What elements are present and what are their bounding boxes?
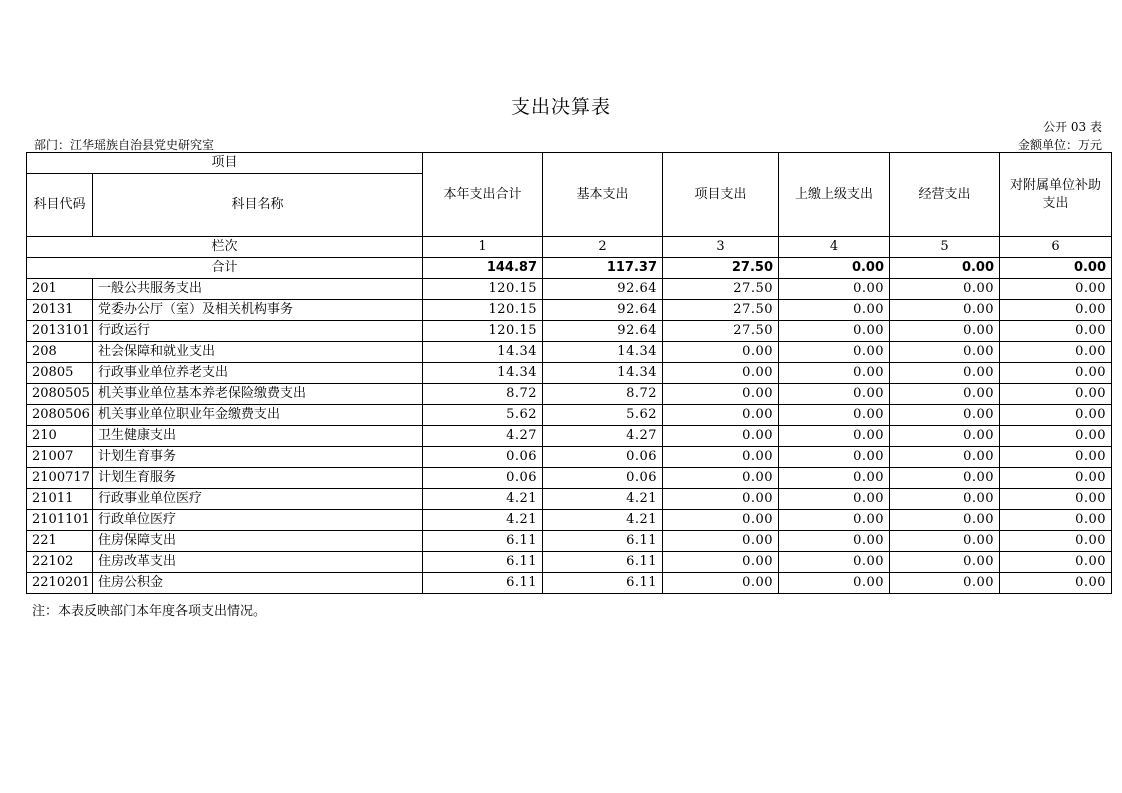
row-value: 27.50 [663,279,779,300]
row-value: 5.62 [543,405,663,426]
total-label: 合计 [27,258,423,279]
row-value: 8.72 [543,384,663,405]
row-value: 0.00 [779,573,890,594]
row-value: 0.00 [1000,279,1112,300]
row-value: 6.11 [423,531,543,552]
row-value: 0.00 [1000,468,1112,489]
row-value: 0.00 [779,489,890,510]
row-value: 6.11 [423,552,543,573]
header-code: 科目代码 [27,174,93,237]
header-name: 科目名称 [93,174,423,237]
row-value: 0.00 [890,489,1000,510]
row-value: 0.00 [779,531,890,552]
row-value: 0.00 [1000,405,1112,426]
row-value: 0.00 [890,300,1000,321]
row-code: 2080505 [27,384,93,405]
row-value: 92.64 [543,321,663,342]
table-row [27,531,1112,552]
form-number: 公开 03 表 [1043,120,1102,134]
row-code: 210 [27,426,93,447]
row-value: 4.27 [543,426,663,447]
row-value: 0.00 [890,384,1000,405]
column-number: 6 [1000,237,1112,258]
page-title: 支出决算表 [510,96,611,118]
row-name: 卫生健康支出 [93,426,423,447]
row-value: 0.00 [663,363,779,384]
table-row [27,552,1112,573]
row-value: 0.00 [779,321,890,342]
row-value: 0.00 [1000,384,1112,405]
total-value: 144.87 [423,258,543,279]
row-value: 0.06 [543,447,663,468]
table-row [27,510,1112,531]
row-value: 0.00 [890,426,1000,447]
row-code: 2101101 [27,510,93,531]
table-row [27,342,1112,363]
row-value: 0.06 [423,468,543,489]
row-value: 0.00 [1000,321,1112,342]
row-name: 机关事业单位基本养老保险缴费支出 [93,384,423,405]
row-value: 0.06 [423,447,543,468]
table-row [27,300,1112,321]
row-value: 6.11 [543,552,663,573]
row-value: 0.00 [779,363,890,384]
row-name: 一般公共服务支出 [93,279,423,300]
amount-unit-label: 金额单位：万元 [1017,138,1102,152]
row-code: 20131 [27,300,93,321]
row-value: 120.15 [423,279,543,300]
row-value: 0.00 [779,510,890,531]
table-row [27,363,1112,384]
row-code: 22102 [27,552,93,573]
row-value: 0.00 [663,405,779,426]
row-value: 0.00 [890,363,1000,384]
row-value: 0.00 [1000,426,1112,447]
header-col-1: 本年支出合计 [423,153,543,237]
row-value: 5.62 [423,405,543,426]
row-value: 4.21 [423,510,543,531]
row-value: 0.00 [1000,552,1112,573]
row-value: 0.00 [890,279,1000,300]
row-value: 0.00 [663,531,779,552]
column-number-row [27,237,1112,258]
row-name: 住房公积金 [93,573,423,594]
row-value: 0.00 [663,447,779,468]
row-name: 行政事业单位养老支出 [93,363,423,384]
total-row [27,258,1112,279]
row-value: 27.50 [663,300,779,321]
row-name: 计划生育事务 [93,447,423,468]
row-value: 0.00 [890,447,1000,468]
row-code: 2013101 [27,321,93,342]
row-code: 20805 [27,363,93,384]
row-value: 6.11 [543,573,663,594]
department-label: 部门：江华瑶族自治县党史研究室 [34,138,215,152]
row-value: 92.64 [543,279,663,300]
row-value: 0.00 [779,426,890,447]
row-value: 0.00 [779,447,890,468]
row-value: 14.34 [543,363,663,384]
row-code: 21011 [27,489,93,510]
row-value: 0.00 [779,342,890,363]
row-value: 0.06 [543,468,663,489]
table-row [27,489,1112,510]
table-row [27,573,1112,594]
row-name: 行政运行 [93,321,423,342]
table-row [27,426,1112,447]
total-value: 117.37 [543,258,663,279]
row-value: 0.00 [890,510,1000,531]
total-value: 27.50 [663,258,779,279]
row-value: 120.15 [423,321,543,342]
row-value: 120.15 [423,300,543,321]
row-value: 6.11 [543,531,663,552]
header-item: 项目 [27,153,423,174]
row-value: 4.21 [543,510,663,531]
row-value: 6.11 [423,573,543,594]
row-name: 党委办公厅（室）及相关机构事务 [93,300,423,321]
row-label: 栏次 [27,237,423,258]
column-number: 5 [890,237,1000,258]
row-value: 0.00 [779,384,890,405]
row-value: 0.00 [663,573,779,594]
row-value: 0.00 [779,279,890,300]
column-number: 1 [423,237,543,258]
row-value: 0.00 [890,405,1000,426]
row-value: 0.00 [890,321,1000,342]
row-value: 0.00 [1000,342,1112,363]
column-number: 3 [663,237,779,258]
header-col-4: 上缴上级支出 [779,153,890,237]
row-value: 0.00 [1000,363,1112,384]
table-row [27,321,1112,342]
row-value: 0.00 [1000,489,1112,510]
row-value: 4.21 [423,489,543,510]
row-value: 27.50 [663,321,779,342]
header-col-2: 基本支出 [543,153,663,237]
row-value: 0.00 [1000,510,1112,531]
row-value: 0.00 [1000,447,1112,468]
row-code: 2100717 [27,468,93,489]
row-value: 0.00 [890,573,1000,594]
row-name: 行政事业单位医疗 [93,489,423,510]
row-value: 0.00 [779,300,890,321]
row-value: 0.00 [779,405,890,426]
table-row [27,405,1112,426]
row-value: 14.34 [423,363,543,384]
row-value: 0.00 [663,468,779,489]
row-code: 2210201 [27,573,93,594]
total-value: 0.00 [779,258,890,279]
row-value: 0.00 [890,342,1000,363]
row-value: 0.00 [663,552,779,573]
row-value: 4.21 [543,489,663,510]
row-value: 0.00 [663,384,779,405]
column-number: 4 [779,237,890,258]
row-value: 0.00 [1000,300,1112,321]
table-row [27,468,1112,489]
row-value: 4.27 [423,426,543,447]
row-value: 0.00 [663,426,779,447]
row-name: 住房改革支出 [93,552,423,573]
row-name: 社会保障和就业支出 [93,342,423,363]
row-value: 0.00 [663,489,779,510]
header-col-3: 项目支出 [663,153,779,237]
header-row-1 [27,153,1112,174]
row-value: 0.00 [890,531,1000,552]
row-code: 201 [27,279,93,300]
row-value: 14.34 [543,342,663,363]
total-value: 0.00 [1000,258,1112,279]
row-value: 0.00 [779,552,890,573]
row-value: 0.00 [1000,531,1112,552]
row-value: 14.34 [423,342,543,363]
header-col-5: 经营支出 [890,153,1000,237]
table-row [27,279,1112,300]
row-name: 行政单位医疗 [93,510,423,531]
row-name: 机关事业单位职业年金缴费支出 [93,405,423,426]
header-col-6: 对附属单位补助支出 [1000,153,1112,237]
row-code: 21007 [27,447,93,468]
row-value: 0.00 [890,468,1000,489]
table-row [27,447,1112,468]
expenditure-table [26,152,1112,594]
row-value: 0.00 [1000,573,1112,594]
table-row [27,384,1112,405]
table-note: 注：本表反映部门本年度各项支出情况。 [32,604,267,619]
column-number: 2 [543,237,663,258]
total-value: 0.00 [890,258,1000,279]
row-code: 2080506 [27,405,93,426]
row-value: 0.00 [663,510,779,531]
row-value: 92.64 [543,300,663,321]
row-code: 221 [27,531,93,552]
row-name: 计划生育服务 [93,468,423,489]
row-value: 8.72 [423,384,543,405]
row-value: 0.00 [779,468,890,489]
row-value: 0.00 [663,342,779,363]
row-code: 208 [27,342,93,363]
row-value: 0.00 [890,552,1000,573]
row-name: 住房保障支出 [93,531,423,552]
